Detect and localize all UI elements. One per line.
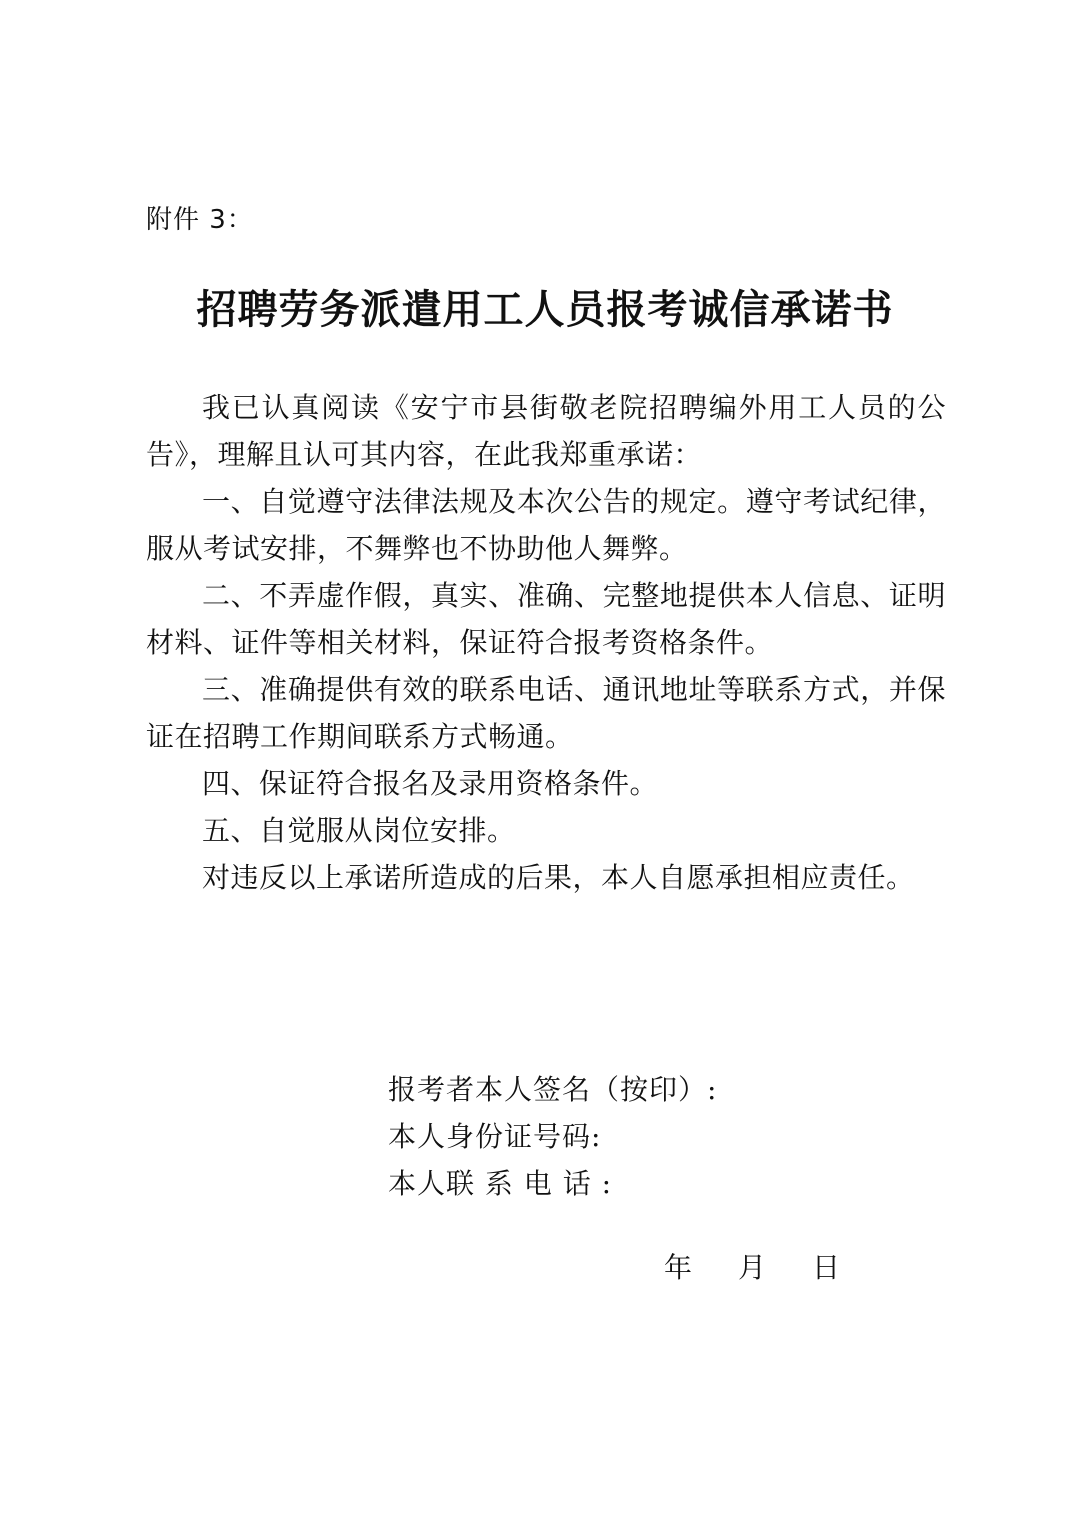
paragraph-pledge-4: 四、保证符合报名及录用资格条件。	[202, 767, 659, 800]
date-day-label: 日	[812, 1251, 841, 1284]
date-month-label: 月	[738, 1251, 767, 1284]
paragraph-pledge-1: 一、自觉遵守法律法规及本次公告的规定。遵守考试纪律，服从考试安排，不舞弊也不协助他人舞弊。	[146, 485, 946, 565]
date-year-label: 年	[664, 1251, 693, 1284]
attachment-label: 附件 3：	[146, 205, 254, 235]
document-body	[146, 384, 946, 901]
paragraph-pledge-5: 五、自觉服从岗位安排。	[202, 814, 516, 847]
signature-label: 报考者本人签名（按印）:	[388, 1073, 718, 1106]
id-number-label: 本人身份证号码:	[388, 1120, 602, 1153]
paragraph-pledge-2: 二、不弄虚作假，真实、准确、完整地提供本人信息、证明材料、证件等相关材料，保证符合报考资格条件。	[146, 579, 946, 659]
signature-block	[388, 1066, 717, 1207]
phone-label: 本人联 系 电 话 :	[388, 1167, 613, 1200]
paragraph-intro: 我已认真阅读《安宁市县街敬老院招聘编外用工人员的公告》，理解且认可其内容，在此我郑重承诺：	[146, 391, 946, 471]
paragraph-pledge-3: 三、准确提供有效的联系电话、通讯地址等联系方式，并保证在招聘工作期间联系方式畅通。	[146, 673, 946, 753]
document-title: 招聘劳务派遣用工人员报考诚信承诺书	[196, 287, 894, 333]
paragraph-consequence: 对违反以上承诺所造成的后果，本人自愿承担相应责任。	[202, 861, 915, 894]
